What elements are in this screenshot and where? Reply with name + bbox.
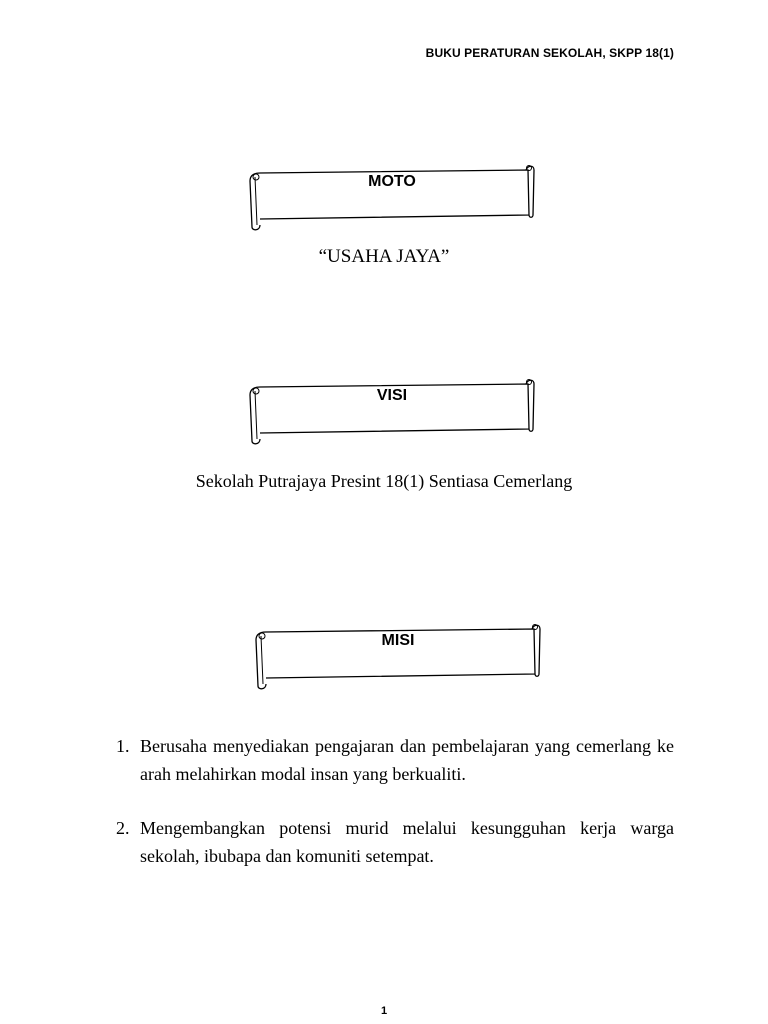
moto-banner	[246, 163, 538, 235]
list-item-text: Berusaha menyediakan pengajaran dan pembelajaran yang cemerlang ke arah melahirkan modal insan yang berkualiti.	[140, 736, 674, 784]
list-item	[116, 814, 674, 870]
misi-list	[116, 732, 674, 896]
moto-text: “USAHA JAYA”	[318, 246, 450, 267]
list-item-number: 1.	[116, 736, 130, 756]
moto-heading: MOTO	[368, 173, 416, 190]
document-header: BUKU PERATURAN SEKOLAH, SKPP 18(1)	[425, 46, 674, 60]
list-item-text: Mengembangkan potensi murid melalui kesungguhan kerja warga sekolah, ibubapa dan komuniti setempat.	[140, 818, 674, 866]
misi-heading: MISI	[381, 632, 415, 649]
list-item-number: 2.	[116, 818, 130, 838]
list-item	[116, 732, 674, 788]
visi-heading: VISI	[376, 387, 408, 404]
visi-banner	[246, 377, 538, 449]
misi-banner	[252, 622, 544, 694]
visi-text: Sekolah Putrajaya Presint 18(1) Sentiasa Cemerlang	[195, 471, 573, 491]
page-number: 1	[380, 1005, 388, 1017]
